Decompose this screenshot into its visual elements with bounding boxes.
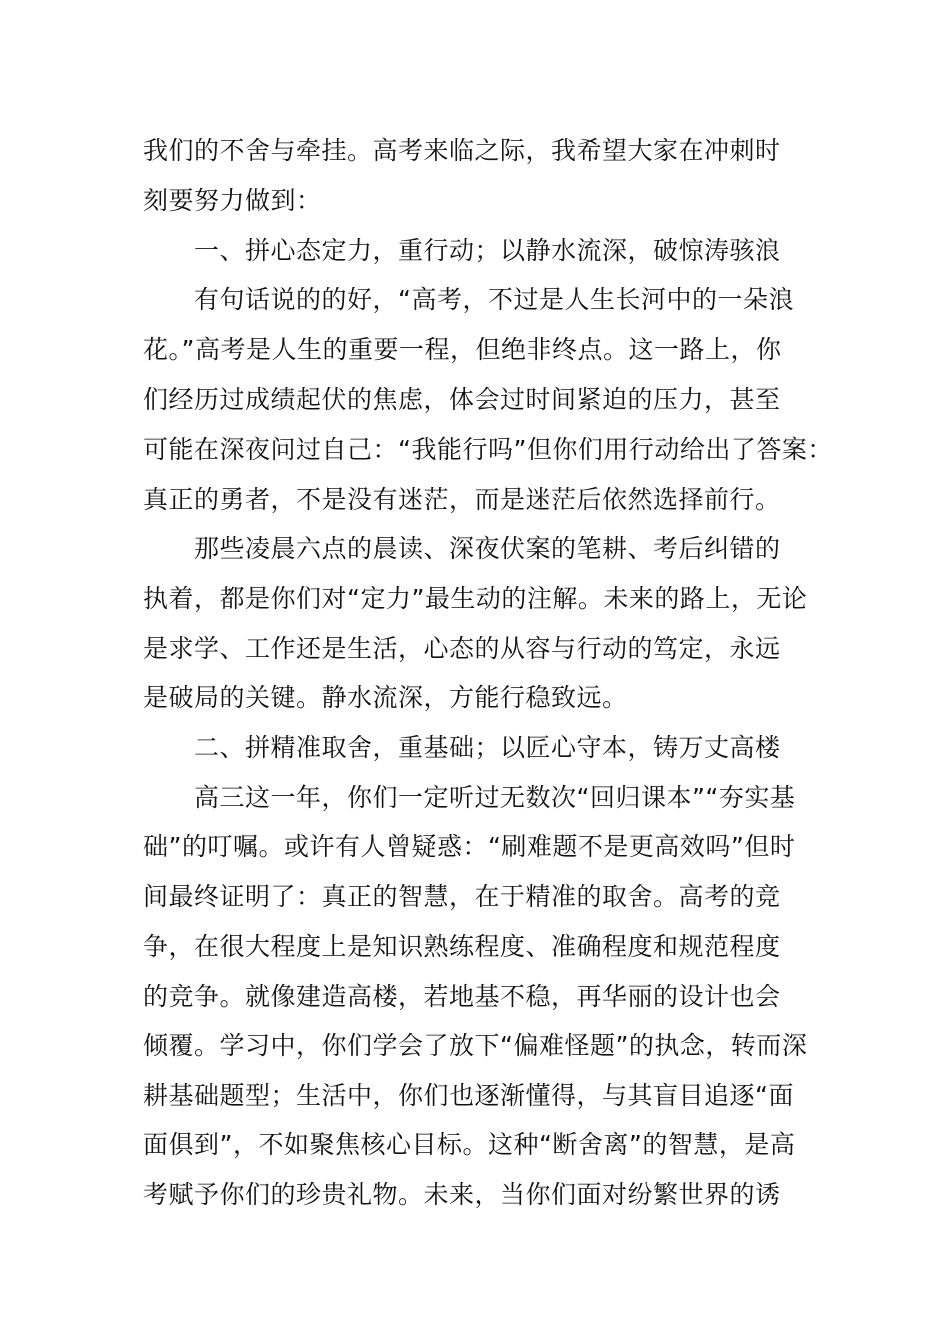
- text-line: 耕基础题型；生活中，你们也逐渐懂得，与其盲目追逐“面: [143, 1081, 794, 1110]
- section-heading: 一、拼心态定力，重行动；以静水流深，破惊涛骇浪: [194, 236, 781, 265]
- text-line: 有句话说的的好，“高考，不过是人生长河中的一朵浪: [194, 285, 794, 314]
- text-line: 是破局的关键。静水流深，方能行稳致远。: [143, 683, 628, 712]
- text-line: 执着，都是你们对“定力”最生动的注解。未来的路上，无论: [143, 584, 808, 613]
- text-line: 面俱到”，不如聚焦核心目标。这种“断舍离”的智慧，是高: [143, 1130, 796, 1159]
- text-line: 花。”高考是人生的重要一程，但绝非终点。这一路上，你: [143, 335, 782, 364]
- text-line: 可能在深夜问过自己：“我能行吗”但你们用行动给出了答案：: [143, 435, 833, 464]
- text-line: 争，在很大程度上是知识熟练程度、准确程度和规范程度: [143, 932, 781, 961]
- text-line: 们经历过成绩起伏的焦虑，体会过时间紧迫的压力，甚至: [143, 385, 781, 414]
- text-line: 础”的叮嘱。或许有人曾疑惑：“刷难题不是更高效吗”但时: [143, 832, 796, 861]
- text-line: 考赋予你们的珍贵礼物。未来，当你们面对纷繁世界的诱: [143, 1180, 781, 1209]
- text-line: 高三这一年，你们一定听过无数次“回归课本”“夯实基: [194, 783, 796, 812]
- text-line: 的竞争。就像建造高楼，若地基不稳，再华丽的设计也会: [143, 982, 781, 1011]
- section-heading: 二、拼精准取舍，重基础；以匠心守本，铸万丈高楼: [194, 733, 781, 762]
- text-line: 刻要努力做到：: [143, 186, 322, 215]
- text-line: 倾覆。学习中，你们学会了放下“偏难怪题”的执念，转而深: [143, 1031, 808, 1060]
- text-line: 我们的不舍与牵挂。高考来临之际，我希望大家在冲刺时: [143, 136, 781, 165]
- text-line: 是求学、工作还是生活，心态的从容与行动的笃定，永远: [143, 634, 781, 663]
- text-line: 真正的勇者，不是没有迷茫，而是迷茫后依然选择前行。: [143, 485, 781, 514]
- text-line: 那些凌晨六点的晨读、深夜伏案的笔耕、考后纠错的: [194, 534, 781, 563]
- text-line: 间最终证明了：真正的智慧，在于精准的取舍。高考的竞: [143, 882, 781, 911]
